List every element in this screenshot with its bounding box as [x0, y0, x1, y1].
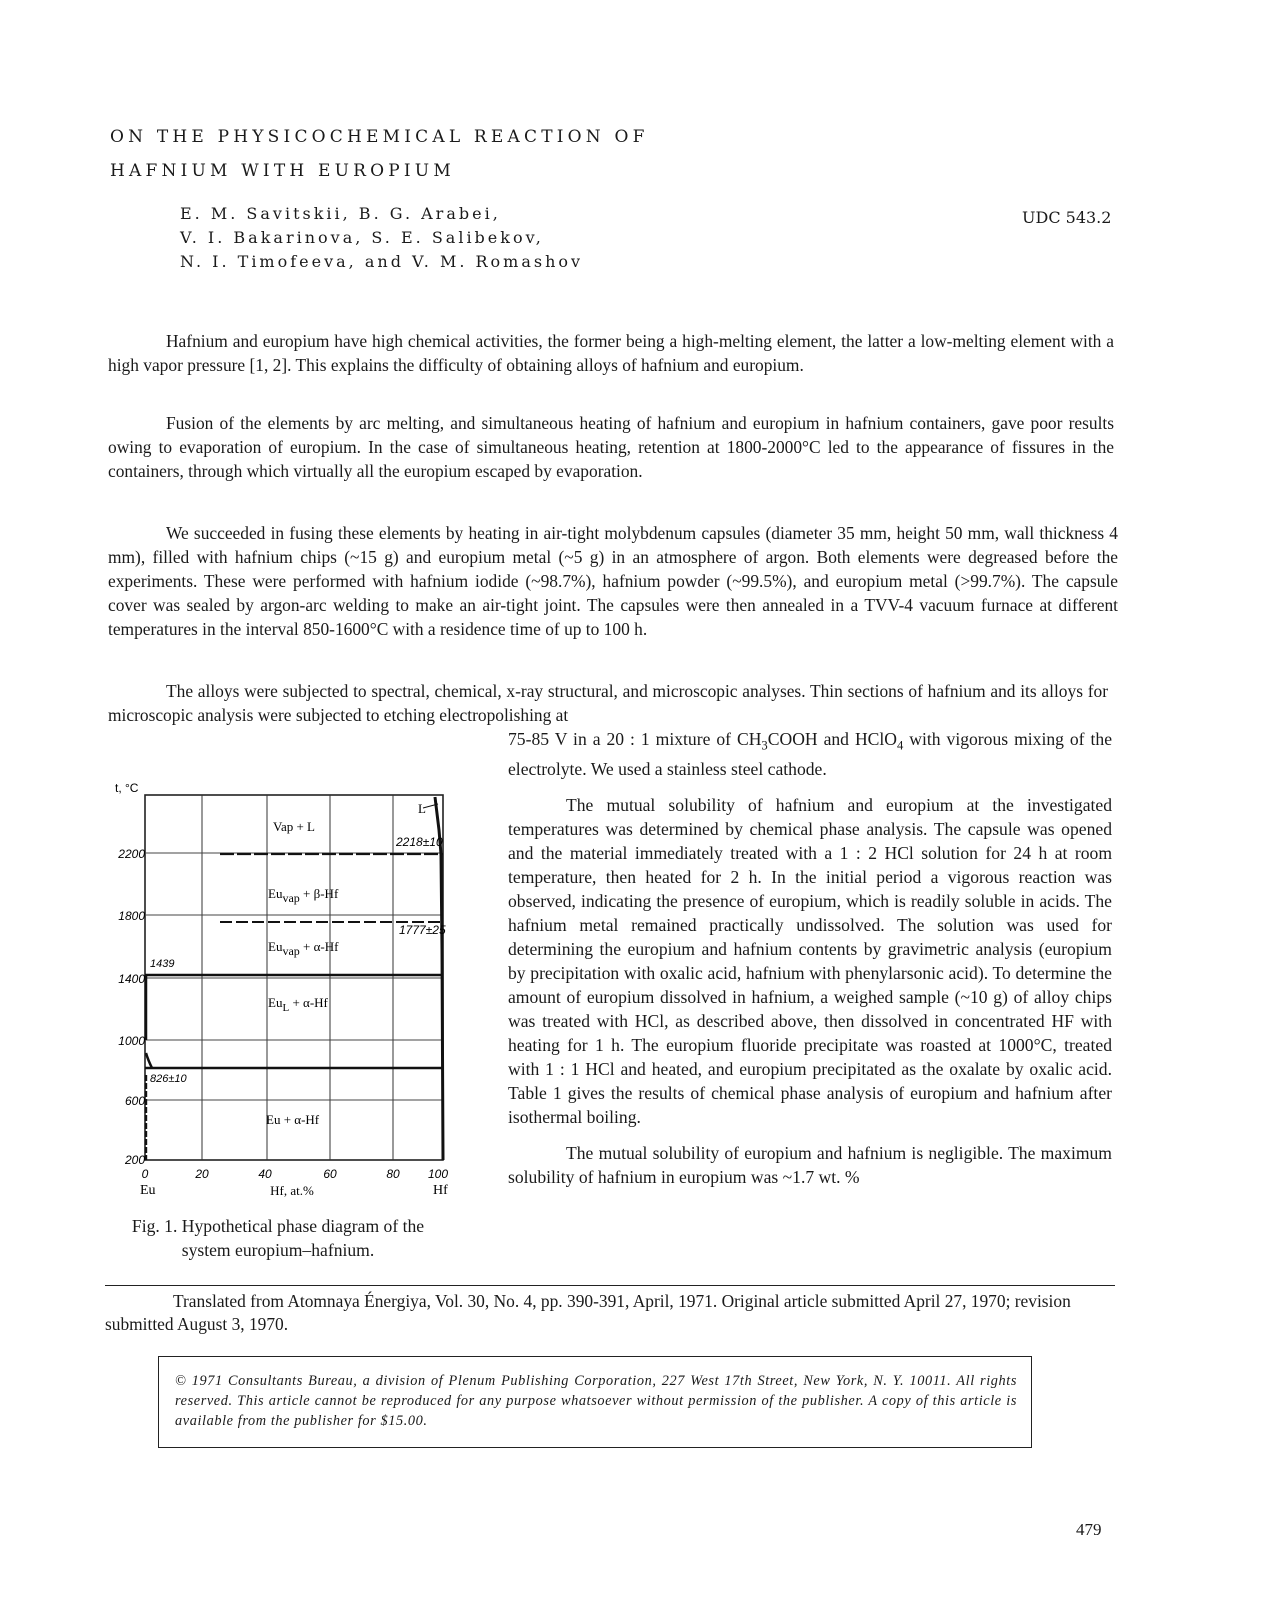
region-eu-l-alpha-hf: $Eu_L + \alpha-Hf$	[268, 995, 328, 1014]
y-tick-2200: 2200	[118, 847, 145, 861]
x-tick-60: 60	[323, 1167, 337, 1181]
article-title-line-1: ON THE PHYSICOCHEMICAL REACTION OF	[110, 127, 649, 147]
paragraph-3: We succeeded in fusing these elements by heating in air-tight molybdenum capsules (diameter 35 mm, height 50 mm, wall thickness 4 mm), filled with hafnium chips (~15 g) and europium metal (~5 g) in an atmosphere of argon. Both elements were degreased before the experiments. These were performed with hafnium iodide (~98.7%), hafnium powder (~99.5%), and europium metal (>99.7%). The capsule cover was sealed by argon-arc welding to make an air-tight joint. The capsules were then annealed in a TVV-4 vacuum furnace at different temperatures in the interval 850-1600°C with a residence time of up to 100 h.	[108, 523, 1118, 639]
phase-diagram-chart	[100, 770, 470, 1210]
isotherm-label-2218: 2218±10	[396, 835, 443, 849]
region-eu-alpha-hf: Eu + α-Hf	[266, 1112, 320, 1127]
text-span: COOH and HClO	[767, 729, 897, 749]
region-vap-l: Vap + L	[273, 819, 315, 834]
subscript: 4	[896, 738, 904, 753]
y-tick-600: 600	[124, 1094, 145, 1108]
region-l: L	[418, 801, 426, 816]
x-tick-100: 100	[427, 1167, 449, 1181]
author-list	[180, 202, 583, 274]
footnote-divider	[105, 1285, 1115, 1286]
subscript: 3	[761, 738, 768, 753]
paragraph-4: The alloys were subjected to spectral, chemical, x-ray structural, and microscopic analyses. Thin sections of hafnium and its alloys for microscopic analysis were subjected to etching electropolishing at	[108, 681, 1108, 725]
y-tick-1400: 1400	[118, 972, 145, 986]
phase-diagram-figure	[100, 770, 470, 1210]
right-column	[508, 727, 1112, 1189]
isotherm-label-826: 826±10	[150, 1073, 187, 1085]
x-axis-label: Hf, at.%	[270, 1183, 314, 1198]
author-line: N. I. Timofeeva, and V. M. Romashov	[180, 252, 584, 271]
udc-code: UDC 543.2	[1022, 208, 1112, 227]
paragraph-5: The mutual solubility of hafnium and europium at the investigated temperatures was determined by chemical phase analysis. The capsule was opened and the material immediately treated with a 1 : 2 HCl solution for 24 h at room temperature, then heated for 2 h. In the initial period a vigorous reaction was observed, indicating the presence of europium, which is readily soluble in acids. The hafnium metal remained practically undissolved. The solution was used for determining the europium and hafnium contents by gravimetric analysis (europium by precipitation with oxalic acid, hafnium with phenylarsonic acid). To determine the amount of europium dissolved in hafnium, a weighed sample (~10 g) of alloy chips was treated with HCl, as described above, then dissolved in concentrated HF with heating for 1 h. The europium fluoride precipitate was roasted at 1000°C, treated with 1 : 1 HCl and heated, and europium precipitated as the oxalate by oxalic acid. Table 1 gives the results of chemical phase analysis of europium and hafnium after isothermal boiling.	[508, 795, 1112, 1128]
x-right-label-hf: Hf	[433, 1183, 448, 1198]
translation-note	[105, 1290, 1115, 1336]
paragraph-6: The mutual solubility of europium and hafnium is negligible. The maximum solubility of hafnium in europium was ~1.7 wt. %	[508, 1143, 1112, 1188]
region-eu-vap-alpha-hf: Euvap + α-Hf	[268, 939, 339, 958]
y-tick-1000: 1000	[118, 1034, 145, 1048]
author-line: E. M. Savitskii, B. G. Arabei,	[180, 204, 501, 223]
author-line: V. I. Bakarinova, S. E. Salibekov,	[180, 228, 544, 247]
paragraph-1: Hafnium and europium have high chemical activities, the former being a high-melting element, the latter a low-melting element with a high vapor pressure [1, 2]. This explains the difficulty of obtaining alloys of hafnium and europium.	[108, 331, 1114, 375]
y-tick-200: 200	[124, 1153, 145, 1167]
translation-note-text: Translated from Atomnaya Énergiya, Vol. 30, No. 4, pp. 390-391, April, 1971. Original article submitted April 27, 1970; revision submitted August 3, 1970.	[105, 1291, 1071, 1334]
article-title-line-2: HAFNIUM WITH EUROPIUM	[110, 161, 455, 181]
y-tick-1800: 1800	[118, 909, 145, 923]
region-eu-vap-beta-hf: Euvap + β-Hf	[268, 886, 339, 905]
x-tick-0: 0	[141, 1167, 149, 1181]
x-tick-40: 40	[258, 1167, 272, 1181]
y-axis-label: t, °C	[115, 781, 139, 795]
copyright-text: © 1971 Consultants Bureau, a division of Plenum Publishing Corporation, 227 West 17th Street, New York, N. Y. 10011. All rights reserved. This article cannot be reproduced for any purpose whatsoever without permission of the publisher. A copy of this article is available from the publisher for $15.00.	[175, 1373, 1017, 1429]
x-tick-20: 20	[195, 1167, 209, 1181]
paragraph-4-continued	[508, 727, 1112, 781]
text-span: 75-85 V in a 20 : 1 mixture of CH	[508, 729, 762, 749]
page-number: 479	[1076, 1520, 1102, 1539]
paragraph-2: Fusion of the elements by arc melting, and simultaneous heating of hafnium and europium in hafnium containers, gave poor results owing to evaporation of europium. In the case of simultaneous heating, retention at 1800-2000°C led to the appearance of fissures in the containers, through which virtually all the europium escaped by evaporation.	[108, 413, 1114, 481]
x-left-label-eu: Eu	[140, 1183, 156, 1198]
copyright-box	[158, 1356, 1032, 1448]
text-span: with vigorous mixing of the electrolyte. We used a stainless steel cathode.	[508, 729, 1113, 780]
isotherm-label-1439: 1439	[150, 958, 175, 970]
figure-caption: Fig. 1. Hypothetical phase diagram of the system europium–hafnium.	[131, 1216, 425, 1260]
isotherm-label-1777: 1777±25	[399, 923, 446, 937]
x-tick-80: 80	[386, 1167, 400, 1181]
